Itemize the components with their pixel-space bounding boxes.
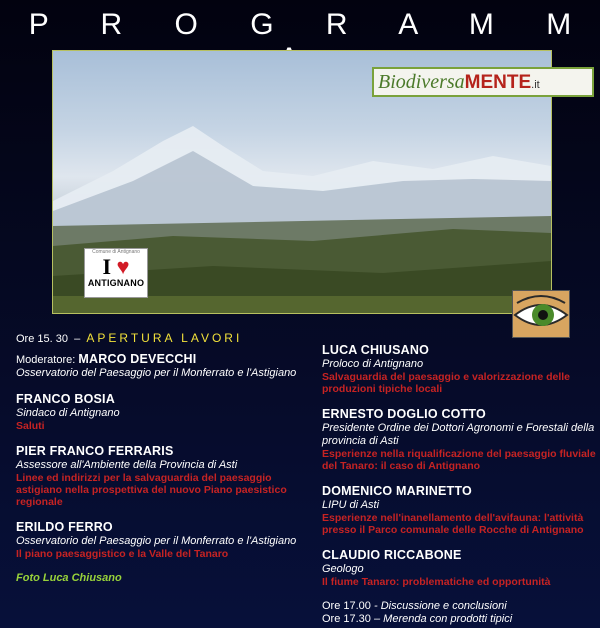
speaker-block xyxy=(16,392,306,432)
biodiversamente-logo: BiodiversaMENTE.it xyxy=(372,67,594,97)
speaker-name: CLAUDIO RICCABONE xyxy=(322,548,462,562)
i-love-antignano-logo: Comune di Antignano I ♥ ANTIGNANO xyxy=(84,248,148,298)
talk-title: Esperienze nella riqualificazione del paesaggio fluviale del Tanaro: il caso di Antignano xyxy=(322,448,596,472)
speaker-role: Sindaco di Antignano xyxy=(16,407,120,419)
speaker-block: Moderatore: MARCO DEVECCHI Osservatorio del Paesaggio per il Monferrato e l'Astigiano xyxy=(16,352,306,380)
page-title: P R O G R A M M xyxy=(28,8,594,41)
speaker-name: ERILDO FERRO xyxy=(16,520,113,534)
talk-title: Il piano paesaggistico e la Valle del Tanaro xyxy=(16,548,229,560)
talk-title: Saluti xyxy=(16,420,45,432)
speaker-block xyxy=(322,407,598,472)
opening-line: Ore 15. 30 – APERTURA LAVORI xyxy=(16,331,243,345)
speaker-role: Osservatorio del Paesaggio per il Monferrato e l'Astigiano xyxy=(16,367,297,379)
speaker-block xyxy=(322,343,598,395)
speaker-role: Osservatorio del Paesaggio per il Monferrato e l'Astigiano xyxy=(16,535,297,547)
speaker-role: Assessore all'Ambiente della Provincia di Asti xyxy=(16,459,238,471)
left-column xyxy=(16,332,306,585)
speaker-name: FRANCO BOSIA xyxy=(16,392,115,406)
eye-icon xyxy=(513,291,569,337)
talk-title: Esperienze nell'inanellamento dell'avifauna: l'attività presso il Parco comunale delle Rocche di Antignano xyxy=(322,512,584,536)
speaker-name: PIER FRANCO FERRARIS xyxy=(16,444,174,458)
schedule-item: Ore 17.00 - Discussione e conclusioni xyxy=(322,600,507,612)
speaker-name: LUCA CHIUSANO xyxy=(322,343,429,357)
speaker-name: MARCO DEVECCHI xyxy=(78,352,197,366)
talk-title: Salvaguardia del paesaggio e valorizzazione delle produzioni tipiche locali xyxy=(322,371,571,395)
speaker-role: Geologo xyxy=(322,563,364,575)
speaker-role: LIPU di Asti xyxy=(322,499,380,511)
photo-credit: Foto Luca Chiusano xyxy=(16,572,122,584)
speaker-name: ERNESTO DOGLIO COTTO xyxy=(322,407,486,421)
opening-label: APERTURA LAVORI xyxy=(86,331,243,345)
speaker-block xyxy=(16,520,306,560)
talk-title: Il fiume Tanaro: problematiche ed opportunità xyxy=(322,576,551,588)
speaker-name: DOMENICO MARINETTO xyxy=(322,484,472,498)
talk-title: Linee ed indirizzi per la salvaguardia del paesaggio astigiano nella prospettiva del nuovo Piano paesistico regionale xyxy=(16,472,287,508)
heart-icon: ♥ xyxy=(116,254,130,279)
right-column xyxy=(322,343,598,626)
speaker-role: Proloco di Antignano xyxy=(322,358,424,370)
speaker-block xyxy=(16,444,306,508)
eye-logo xyxy=(512,290,570,338)
schedule xyxy=(322,600,598,626)
speaker-block xyxy=(322,484,598,536)
schedule-item: Ore 17.30 – Merenda con prodotti tipici xyxy=(322,613,513,625)
speaker-role: Presidente Ordine dei Dottori Agronomi e Forestali della provincia di Asti xyxy=(322,422,595,447)
speaker-block xyxy=(322,548,598,588)
